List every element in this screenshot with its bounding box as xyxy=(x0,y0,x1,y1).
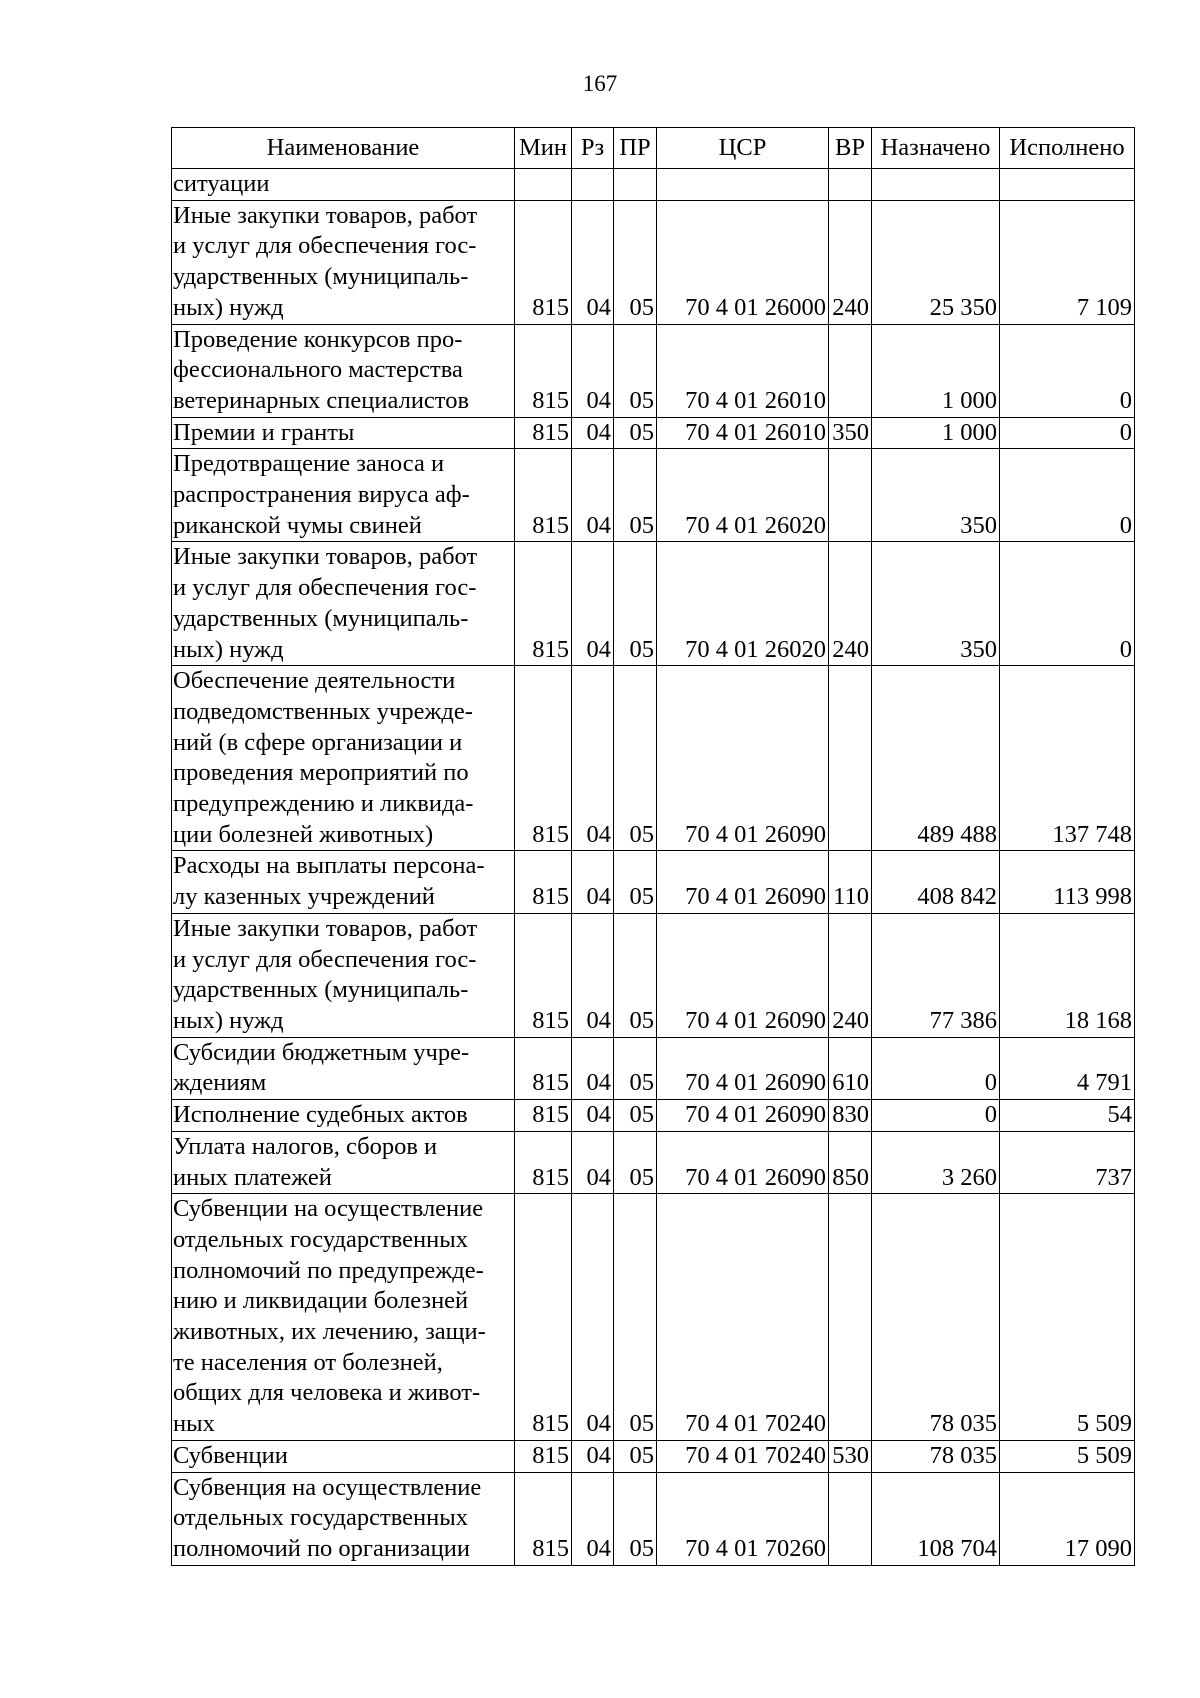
table-row xyxy=(172,324,1135,417)
cell-assigned: 77 386 xyxy=(872,913,1000,1037)
cell-name xyxy=(172,1472,515,1565)
cell-pr: 05 xyxy=(614,324,657,417)
cell-name-line: Субвенция на осуществление xyxy=(173,1473,482,1501)
cell-name-line: ударственных (муниципаль- xyxy=(173,263,469,291)
cell-csr: 70 4 01 26020 xyxy=(657,449,829,542)
table-row xyxy=(172,1440,1135,1472)
cell-csr: 70 4 01 26010 xyxy=(657,324,829,417)
cell-rz: 04 xyxy=(572,200,614,324)
header-rz: Рз xyxy=(572,128,614,169)
table-row xyxy=(172,1037,1135,1099)
cell-rz xyxy=(572,169,614,201)
cell-executed: 0 xyxy=(1000,542,1135,666)
cell-name-line: фессионального мастерства xyxy=(173,356,463,384)
cell-csr: 70 4 01 70240 xyxy=(657,1194,829,1441)
cell-executed: 5 509 xyxy=(1000,1440,1135,1472)
cell-name-line: лу казенных учреждений xyxy=(173,883,435,911)
cell-min: 815 xyxy=(515,417,572,449)
cell-assigned: 108 704 xyxy=(872,1472,1000,1565)
cell-name-line: риканской чумы свиней xyxy=(173,511,422,539)
header-name: Наименование xyxy=(172,128,515,169)
cell-name-line: и услуг для обеспечения гос- xyxy=(173,232,477,260)
cell-pr: 05 xyxy=(614,851,657,913)
cell-min: 815 xyxy=(515,449,572,542)
cell-assigned: 0 xyxy=(872,1100,1000,1132)
cell-name-line: Исполнение судебных актов xyxy=(173,1101,468,1129)
cell-name-line: ударственных (муниципаль- xyxy=(173,604,469,632)
cell-name-line: ции болезней животных) xyxy=(173,820,434,848)
cell-name xyxy=(172,1440,515,1472)
cell-rz: 04 xyxy=(572,1131,614,1193)
cell-min: 815 xyxy=(515,324,572,417)
cell-csr: 70 4 01 70240 xyxy=(657,1440,829,1472)
cell-csr: 70 4 01 70260 xyxy=(657,1472,829,1565)
cell-pr: 05 xyxy=(614,1037,657,1099)
cell-rz: 04 xyxy=(572,913,614,1037)
cell-name-line: ний (в сфере организации и xyxy=(173,728,463,756)
cell-rz: 04 xyxy=(572,666,614,851)
cell-name-line: Иные закупки товаров, работ xyxy=(173,914,478,942)
cell-name-line: Проведение конкурсов про- xyxy=(173,325,463,353)
cell-vr xyxy=(829,1472,872,1565)
cell-name xyxy=(172,913,515,1037)
cell-executed: 0 xyxy=(1000,324,1135,417)
cell-rz: 04 xyxy=(572,1440,614,1472)
cell-executed: 4 791 xyxy=(1000,1037,1135,1099)
cell-min: 815 xyxy=(515,1194,572,1441)
cell-name-line: ударственных (муниципаль- xyxy=(173,976,469,1004)
cell-csr: 70 4 01 26090 xyxy=(657,666,829,851)
cell-assigned: 3 260 xyxy=(872,1131,1000,1193)
cell-csr xyxy=(657,169,829,201)
cell-name-line: и услуг для обеспечения гос- xyxy=(173,945,477,973)
cell-csr: 70 4 01 26090 xyxy=(657,851,829,913)
cell-name xyxy=(172,1194,515,1441)
cell-name xyxy=(172,169,515,201)
cell-assigned: 78 035 xyxy=(872,1194,1000,1441)
cell-csr: 70 4 01 26090 xyxy=(657,1131,829,1193)
cell-name xyxy=(172,542,515,666)
header-executed: Исполнено xyxy=(1000,128,1135,169)
cell-assigned: 1 000 xyxy=(872,417,1000,449)
cell-pr: 05 xyxy=(614,542,657,666)
cell-name-line: Субвенции xyxy=(173,1441,288,1469)
cell-assigned: 25 350 xyxy=(872,200,1000,324)
table-row xyxy=(172,1131,1135,1193)
table-row xyxy=(172,666,1135,851)
cell-assigned: 350 xyxy=(872,449,1000,542)
cell-name-line: ждениям xyxy=(173,1069,267,1097)
cell-min: 815 xyxy=(515,913,572,1037)
cell-name-line: отдельных государственных xyxy=(173,1504,468,1532)
cell-name-line: распространения вируса аф- xyxy=(173,481,470,509)
cell-vr: 530 xyxy=(829,1440,872,1472)
cell-min: 815 xyxy=(515,1131,572,1193)
cell-name-line: общих для человека и живот- xyxy=(173,1379,481,1407)
cell-vr: 240 xyxy=(829,200,872,324)
cell-min: 815 xyxy=(515,851,572,913)
header-pr: ПР xyxy=(614,128,657,169)
cell-pr: 05 xyxy=(614,1100,657,1132)
cell-name-line: Субсидии бюджетным учре- xyxy=(173,1038,470,1066)
cell-vr xyxy=(829,449,872,542)
cell-rz: 04 xyxy=(572,324,614,417)
cell-rz: 04 xyxy=(572,449,614,542)
cell-name xyxy=(172,1037,515,1099)
table-row xyxy=(172,851,1135,913)
cell-vr: 830 xyxy=(829,1100,872,1132)
cell-name-line: Иные закупки товаров, работ xyxy=(173,201,478,229)
cell-name-line: ных xyxy=(173,1410,215,1438)
cell-executed: 5 509 xyxy=(1000,1194,1135,1441)
cell-name-line: ситуации xyxy=(173,170,270,197)
cell-executed: 737 xyxy=(1000,1131,1135,1193)
cell-name-line: предупреждению и ликвида- xyxy=(173,790,474,818)
cell-name xyxy=(172,851,515,913)
cell-csr: 70 4 01 26090 xyxy=(657,1037,829,1099)
cell-pr: 05 xyxy=(614,1472,657,1565)
cell-name xyxy=(172,200,515,324)
header-csr: ЦСР xyxy=(657,128,829,169)
cell-executed: 7 109 xyxy=(1000,200,1135,324)
cell-name-line: те населения от болезней, xyxy=(173,1348,443,1376)
cell-min: 815 xyxy=(515,1440,572,1472)
cell-name-line: проведения мероприятий по xyxy=(173,759,469,787)
table-header-row xyxy=(172,128,1135,169)
cell-csr: 70 4 01 26010 xyxy=(657,417,829,449)
table-body xyxy=(172,169,1135,1566)
cell-assigned: 1 000 xyxy=(872,324,1000,417)
cell-pr: 05 xyxy=(614,449,657,542)
cell-name xyxy=(172,417,515,449)
cell-assigned: 0 xyxy=(872,1037,1000,1099)
budget-table xyxy=(171,127,1135,1566)
header-assigned: Назначено xyxy=(872,128,1000,169)
cell-name-line: Иные закупки товаров, работ xyxy=(173,543,478,571)
table-row xyxy=(172,542,1135,666)
cell-executed: 0 xyxy=(1000,449,1135,542)
cell-name xyxy=(172,1131,515,1193)
cell-min: 815 xyxy=(515,542,572,666)
cell-executed: 0 xyxy=(1000,417,1135,449)
cell-vr: 240 xyxy=(829,542,872,666)
cell-name-line: ных) нужд xyxy=(173,293,284,321)
cell-vr: 610 xyxy=(829,1037,872,1099)
cell-csr: 70 4 01 26090 xyxy=(657,1100,829,1132)
header-min: Мин xyxy=(515,128,572,169)
cell-name-line: Уплата налогов, сборов и xyxy=(173,1132,438,1160)
table-row xyxy=(172,449,1135,542)
cell-pr: 05 xyxy=(614,1440,657,1472)
cell-pr: 05 xyxy=(614,417,657,449)
table-row xyxy=(172,1472,1135,1565)
table-row xyxy=(172,913,1135,1037)
cell-executed: 137 748 xyxy=(1000,666,1135,851)
cell-csr: 70 4 01 26000 xyxy=(657,200,829,324)
cell-pr: 05 xyxy=(614,913,657,1037)
cell-min: 815 xyxy=(515,1100,572,1132)
cell-name-line: ных) нужд xyxy=(173,1006,284,1034)
cell-vr xyxy=(829,169,872,201)
cell-pr: 05 xyxy=(614,200,657,324)
cell-min: 815 xyxy=(515,1472,572,1565)
cell-pr: 05 xyxy=(614,1131,657,1193)
cell-name-line: Обеспечение деятельности xyxy=(173,667,456,695)
cell-rz: 04 xyxy=(572,542,614,666)
cell-csr: 70 4 01 26090 xyxy=(657,913,829,1037)
cell-name-line: Расходы на выплаты персона- xyxy=(173,852,485,880)
cell-name-line: иных платежей xyxy=(173,1163,332,1191)
cell-vr xyxy=(829,666,872,851)
cell-name xyxy=(172,666,515,851)
table-row xyxy=(172,169,1135,201)
cell-pr: 05 xyxy=(614,666,657,851)
table-row xyxy=(172,417,1135,449)
cell-rz: 04 xyxy=(572,1472,614,1565)
cell-vr: 110 xyxy=(829,851,872,913)
cell-executed: 54 xyxy=(1000,1100,1135,1132)
cell-executed: 17 090 xyxy=(1000,1472,1135,1565)
cell-name-line: Премии и гранты xyxy=(173,418,355,446)
cell-name-line: нию и ликвидации болезней xyxy=(173,1287,469,1315)
cell-min: 815 xyxy=(515,1037,572,1099)
table-row xyxy=(172,1100,1135,1132)
cell-assigned: 489 488 xyxy=(872,666,1000,851)
cell-name xyxy=(172,1100,515,1132)
cell-executed xyxy=(1000,169,1135,201)
header-vr: ВР xyxy=(829,128,872,169)
cell-vr xyxy=(829,1194,872,1441)
cell-rz: 04 xyxy=(572,1194,614,1441)
cell-rz: 04 xyxy=(572,1037,614,1099)
cell-name-line: полномочий по предупрежде- xyxy=(173,1256,484,1284)
cell-min xyxy=(515,169,572,201)
cell-name-line: Предотвращение заноса и xyxy=(173,450,445,478)
cell-executed: 113 998 xyxy=(1000,851,1135,913)
cell-name-line: Субвенции на осуществление xyxy=(173,1195,484,1223)
cell-name xyxy=(172,324,515,417)
cell-pr xyxy=(614,169,657,201)
cell-vr: 240 xyxy=(829,913,872,1037)
page-number: 167 xyxy=(582,71,618,96)
cell-min: 815 xyxy=(515,200,572,324)
cell-rz: 04 xyxy=(572,1100,614,1132)
cell-name-line: отдельных государственных xyxy=(173,1225,468,1253)
cell-min: 815 xyxy=(515,666,572,851)
cell-vr: 850 xyxy=(829,1131,872,1193)
cell-csr: 70 4 01 26020 xyxy=(657,542,829,666)
cell-name-line: ных) нужд xyxy=(173,635,284,663)
cell-assigned: 78 035 xyxy=(872,1440,1000,1472)
cell-executed: 18 168 xyxy=(1000,913,1135,1037)
cell-name-line: ветеринарных специалистов xyxy=(173,386,470,414)
cell-name-line: полномочий по организации xyxy=(173,1534,470,1562)
cell-rz: 04 xyxy=(572,417,614,449)
cell-name xyxy=(172,449,515,542)
cell-pr: 05 xyxy=(614,1194,657,1441)
cell-assigned: 350 xyxy=(872,542,1000,666)
cell-assigned xyxy=(872,169,1000,201)
table-row xyxy=(172,200,1135,324)
cell-rz: 04 xyxy=(572,851,614,913)
cell-vr: 350 xyxy=(829,417,872,449)
cell-assigned: 408 842 xyxy=(872,851,1000,913)
table-row xyxy=(172,1194,1135,1441)
cell-name-line: подведомственных учрежде- xyxy=(173,697,473,725)
cell-vr xyxy=(829,324,872,417)
cell-name-line: и услуг для обеспечения гос- xyxy=(173,574,477,602)
cell-name-line: животных, их лечению, защи- xyxy=(173,1318,486,1346)
